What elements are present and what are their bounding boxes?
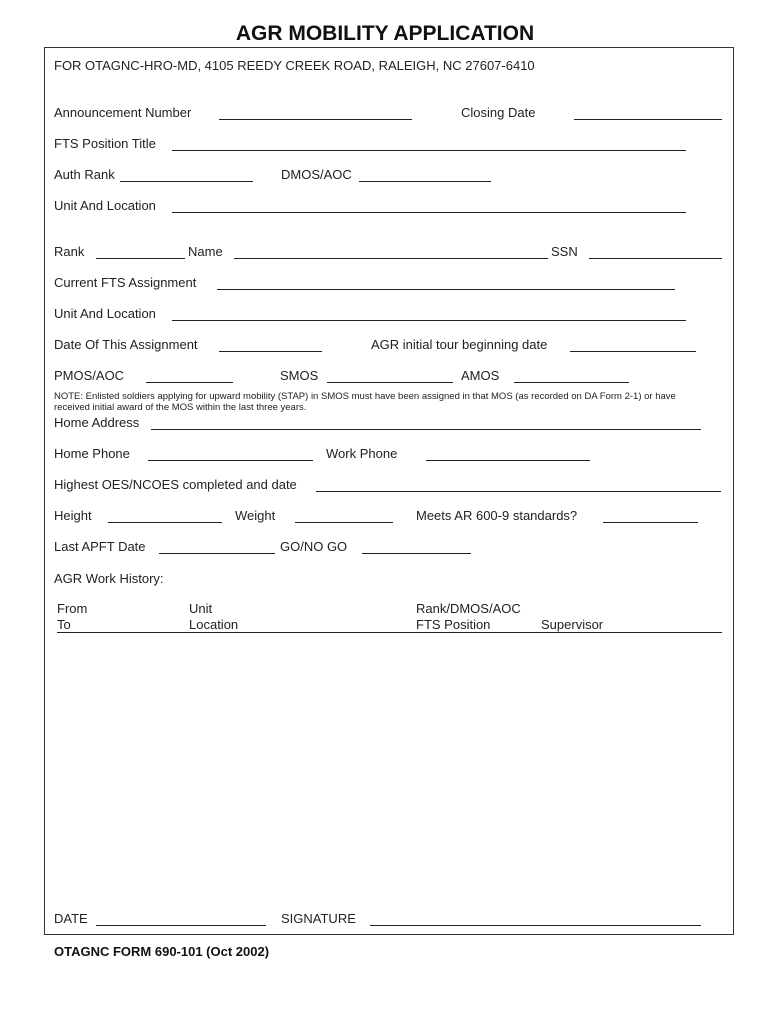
signature-line (370, 925, 701, 926)
unit-and-location-2-field[interactable] (172, 303, 686, 319)
dmos-aoc-field[interactable] (359, 164, 491, 180)
current-fts-assignment-line (217, 289, 675, 290)
unit-and-location-1-line (172, 212, 686, 213)
fts-position-title-field[interactable] (172, 133, 686, 149)
agr-initial-tour-line (570, 351, 696, 352)
date-line (96, 925, 266, 926)
dmos-aoc-line (359, 181, 491, 182)
pmos-aoc-field[interactable] (146, 365, 233, 381)
home-address-field[interactable] (151, 412, 701, 428)
current-fts-assignment-field[interactable] (217, 272, 675, 288)
home-address-label: Home Address (54, 415, 140, 430)
unit-and-location-1-field[interactable] (172, 195, 686, 211)
highest-oes-line (316, 491, 721, 492)
unit-and-location-2-label: Unit And Location (54, 306, 156, 321)
auth-rank-label: Auth Rank (54, 167, 115, 182)
signature-label: SIGNATURE (281, 911, 356, 926)
note-line-2: received initial award of the MOS within the last three years. (54, 402, 307, 413)
last-apft-date-line (159, 553, 275, 554)
announcement-number-label: Announcement Number (54, 105, 192, 120)
note-line-1: NOTE: Enlisted soldiers applying for upward mobility (STAP) in SMOS must have been assigned in that MOS (as recorded on DA Form 2-1) or have (54, 391, 676, 402)
work-phone-field[interactable] (426, 443, 590, 459)
meets-ar-field[interactable] (603, 505, 698, 521)
work-phone-line (426, 460, 590, 461)
weight-label: Weight (235, 508, 276, 523)
home-phone-line (148, 460, 313, 461)
name-field[interactable] (234, 241, 548, 257)
last-apft-date-label: Last APFT Date (54, 539, 146, 554)
date-field[interactable] (96, 908, 266, 924)
date-of-assignment-label: Date Of This Assignment (54, 337, 198, 352)
wh-header-fts-position: FTS Position (416, 617, 491, 632)
smos-label: SMOS (280, 368, 319, 383)
highest-oes-label: Highest OES/NCOES completed and date (54, 477, 297, 492)
weight-line (295, 522, 393, 523)
dmos-aoc-label: DMOS/AOC (281, 167, 352, 182)
wh-header-rank-dmos-aoc: Rank/DMOS/AOC (416, 601, 521, 616)
form-number-footer: OTAGNC FORM 690-101 (Oct 2002) (54, 944, 270, 959)
go-no-go-field[interactable] (362, 536, 471, 552)
wh-header-location: Location (189, 617, 239, 632)
go-no-go-line (362, 553, 471, 554)
current-fts-assignment-label: Current FTS Assignment (54, 275, 197, 290)
meets-ar-label: Meets AR 600-9 standards? (416, 508, 578, 523)
fts-position-title-label: FTS Position Title (54, 136, 156, 151)
go-no-go-label: GO/NO GO (280, 539, 348, 554)
date-label: DATE (54, 911, 88, 926)
auth-rank-field[interactable] (120, 164, 253, 180)
height-label: Height (54, 508, 92, 523)
agr-initial-tour-field[interactable] (570, 334, 696, 350)
home-phone-label: Home Phone (54, 446, 130, 461)
work-phone-label: Work Phone (326, 446, 398, 461)
closing-date-line (574, 119, 722, 120)
closing-date-label: Closing Date (461, 105, 536, 120)
name-label: Name (188, 244, 223, 259)
ssn-field[interactable] (589, 241, 722, 257)
height-field[interactable] (108, 505, 222, 521)
rank-line (96, 258, 185, 259)
amos-line (514, 382, 629, 383)
fts-position-title-line (172, 150, 686, 151)
date-of-assignment-field[interactable] (219, 334, 322, 350)
date-of-assignment-line (219, 351, 322, 352)
wh-header-unit: Unit (189, 601, 213, 616)
auth-rank-line (120, 181, 253, 182)
name-line (234, 258, 548, 259)
ssn-line (589, 258, 722, 259)
rank-field[interactable] (96, 241, 185, 257)
address-line: FOR OTAGNC-HRO-MD, 4105 REEDY CREEK ROAD, RALEIGH, NC 27607-6410 (54, 58, 535, 73)
smos-line (327, 382, 453, 383)
agr-initial-tour-label: AGR initial tour beginning date (371, 337, 548, 352)
unit-and-location-1-label: Unit And Location (54, 198, 156, 213)
announcement-number-field[interactable] (219, 102, 412, 118)
agr-work-history-label: AGR Work History: (54, 571, 164, 586)
smos-field[interactable] (327, 365, 453, 381)
amos-label: AMOS (461, 368, 500, 383)
last-apft-date-field[interactable] (159, 536, 275, 552)
announcement-number-line (219, 119, 412, 120)
ssn-label: SSN (551, 244, 578, 259)
pmos-aoc-label: PMOS/AOC (54, 368, 125, 383)
height-line (108, 522, 222, 523)
wh-header-to: To (57, 617, 71, 632)
rank-label: Rank (54, 244, 85, 259)
weight-field[interactable] (295, 505, 393, 521)
highest-oes-field[interactable] (316, 474, 721, 490)
home-address-line (151, 429, 701, 430)
signature-field[interactable] (370, 908, 701, 924)
amos-field[interactable] (514, 365, 629, 381)
wh-header-supervisor: Supervisor (541, 617, 604, 632)
form-title: AGR MOBILITY APPLICATION (235, 22, 535, 45)
wh-header-from: From (57, 601, 88, 616)
pmos-aoc-line (146, 382, 233, 383)
unit-and-location-2-line (172, 320, 686, 321)
meets-ar-line (603, 522, 698, 523)
closing-date-field[interactable] (574, 102, 722, 118)
work-history-area[interactable] (57, 638, 722, 898)
home-phone-field[interactable] (148, 443, 313, 459)
wh-header-underline (57, 632, 722, 633)
